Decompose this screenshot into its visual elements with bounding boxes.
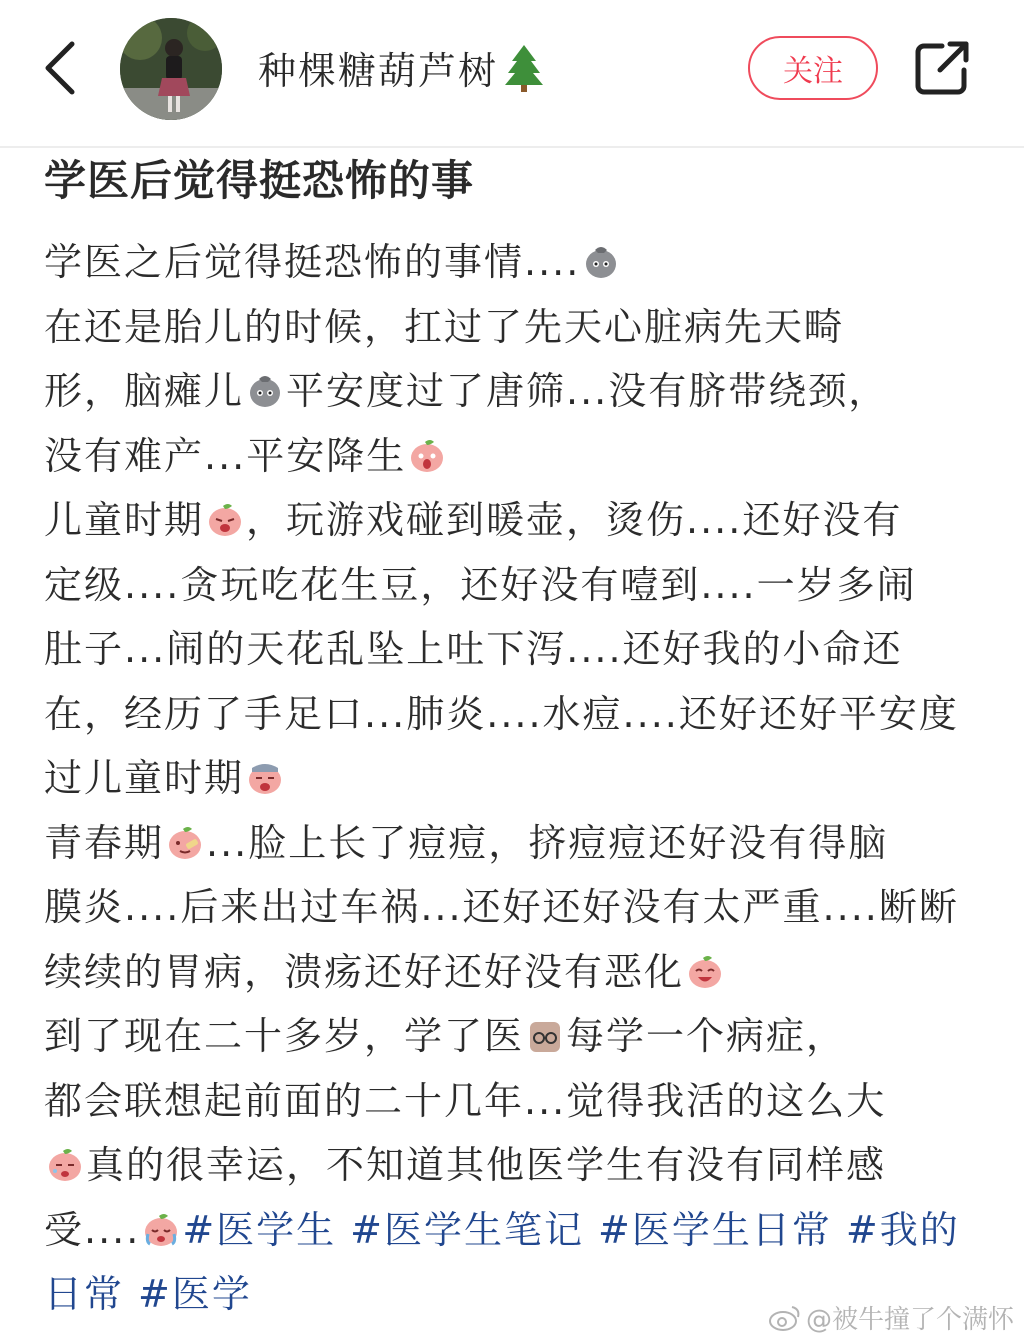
post-body — [44, 230, 984, 1327]
post-text: 过儿童时期 — [44, 756, 245, 800]
post-text: 平安度过了唐筛...没有脐带绕颈， — [286, 369, 889, 413]
watermark — [768, 1299, 1014, 1336]
post-line — [44, 811, 984, 876]
post-line — [44, 295, 984, 360]
post-line — [44, 488, 984, 553]
bag-face-emoji-icon — [246, 371, 284, 409]
post-text: 青春期 — [44, 820, 165, 865]
hashtag-link[interactable]: #医学 — [138, 1272, 252, 1316]
post-text: 到了现在二十多岁，学了医 — [44, 1014, 525, 1058]
post-text: 都会联想起前面的二十几年...觉得我活的这么大 — [44, 1078, 887, 1123]
chevron-left-icon — [40, 38, 80, 98]
watermark-text: @被牛撞了个满怀 — [805, 1305, 1014, 1335]
post-text: 定级....贪玩吃花生豆，还好没有噎到....一岁多闹 — [44, 562, 917, 607]
peach-laughing-emoji-icon — [686, 952, 724, 990]
bag-face-emoji-icon — [582, 242, 620, 280]
post-title: 学医后觉得挺恐怖的事 — [44, 156, 475, 205]
username-text: 种棵糖葫芦树 — [258, 49, 499, 93]
post-text: 儿童时期 — [44, 498, 205, 542]
tree-icon — [502, 43, 546, 93]
weibo-icon — [768, 1303, 802, 1333]
post-line — [44, 1133, 984, 1198]
post-line — [44, 617, 984, 682]
post-text: ...脸上长了痘痘，挤痘痘还好没有得脑 — [206, 820, 889, 865]
post-line — [44, 359, 984, 424]
hashtag-link[interactable]: #医学生日常 — [598, 1207, 832, 1252]
post-text: 在还是胎儿的时候，扛过了先天心脏病先天畸 — [44, 304, 845, 349]
hashtag-link[interactable]: #医学生 — [182, 1207, 337, 1252]
back-button[interactable] — [30, 36, 90, 100]
peach-crying-emoji-icon — [206, 500, 244, 538]
post-text: 膜炎....后来出过车祸...还好还好没有太严重....断断 — [44, 885, 959, 929]
post-content — [44, 150, 984, 1327]
post-text: 肚子...闹的天花乱坠上吐下泻....还好我的小命还 — [44, 627, 903, 671]
peach-bandaid-emoji-icon — [166, 823, 204, 861]
peach-tearful-emoji-icon — [46, 1145, 84, 1183]
share-icon — [912, 38, 972, 98]
post-text: ，玩游戏碰到暖壶，烫伤....还好没有 — [246, 498, 903, 542]
post-text: 在，经历了手足口...肺炎....水痘....还好还好平安度 — [44, 691, 959, 736]
avatar-photo — [120, 18, 222, 120]
post-line — [44, 940, 984, 1005]
post-text: 形，脑瘫儿 — [44, 369, 245, 413]
peach-shocked-emoji-icon — [408, 436, 446, 474]
username[interactable] — [258, 40, 546, 95]
post-line — [44, 875, 984, 940]
peach-tears-emoji-icon — [142, 1210, 180, 1248]
post-line — [44, 1069, 984, 1134]
post-line — [44, 424, 984, 489]
post-line — [44, 553, 984, 618]
hashtag-link[interactable]: #我的日常 — [44, 1207, 960, 1316]
top-bar — [0, 0, 1024, 140]
post-text: 没有难产...平安降生 — [44, 433, 407, 478]
glasses-face-emoji-icon — [526, 1016, 564, 1054]
post-line — [44, 1004, 984, 1069]
post-text: 受.... — [44, 1207, 141, 1252]
post-text: 每学一个病症， — [566, 1014, 847, 1058]
follow-label: 关注 — [783, 54, 843, 89]
peach-sad-emoji-icon — [246, 758, 284, 796]
header-divider — [0, 146, 1024, 148]
post-line — [44, 746, 984, 811]
post-line — [44, 682, 984, 747]
avatar[interactable] — [120, 18, 222, 120]
share-button[interactable] — [912, 38, 972, 98]
hashtag-link[interactable]: #医学生笔记 — [350, 1207, 585, 1252]
post-text: 续续的胃病，溃疡还好还好没有恶化 — [44, 949, 685, 994]
post-text: 真的很幸运，不知道其他医学生有没有同样感 — [86, 1143, 887, 1187]
follow-button[interactable] — [748, 36, 878, 100]
post-line — [44, 230, 984, 295]
post-text: 学医之后觉得挺恐怖的事情.... — [44, 240, 581, 284]
